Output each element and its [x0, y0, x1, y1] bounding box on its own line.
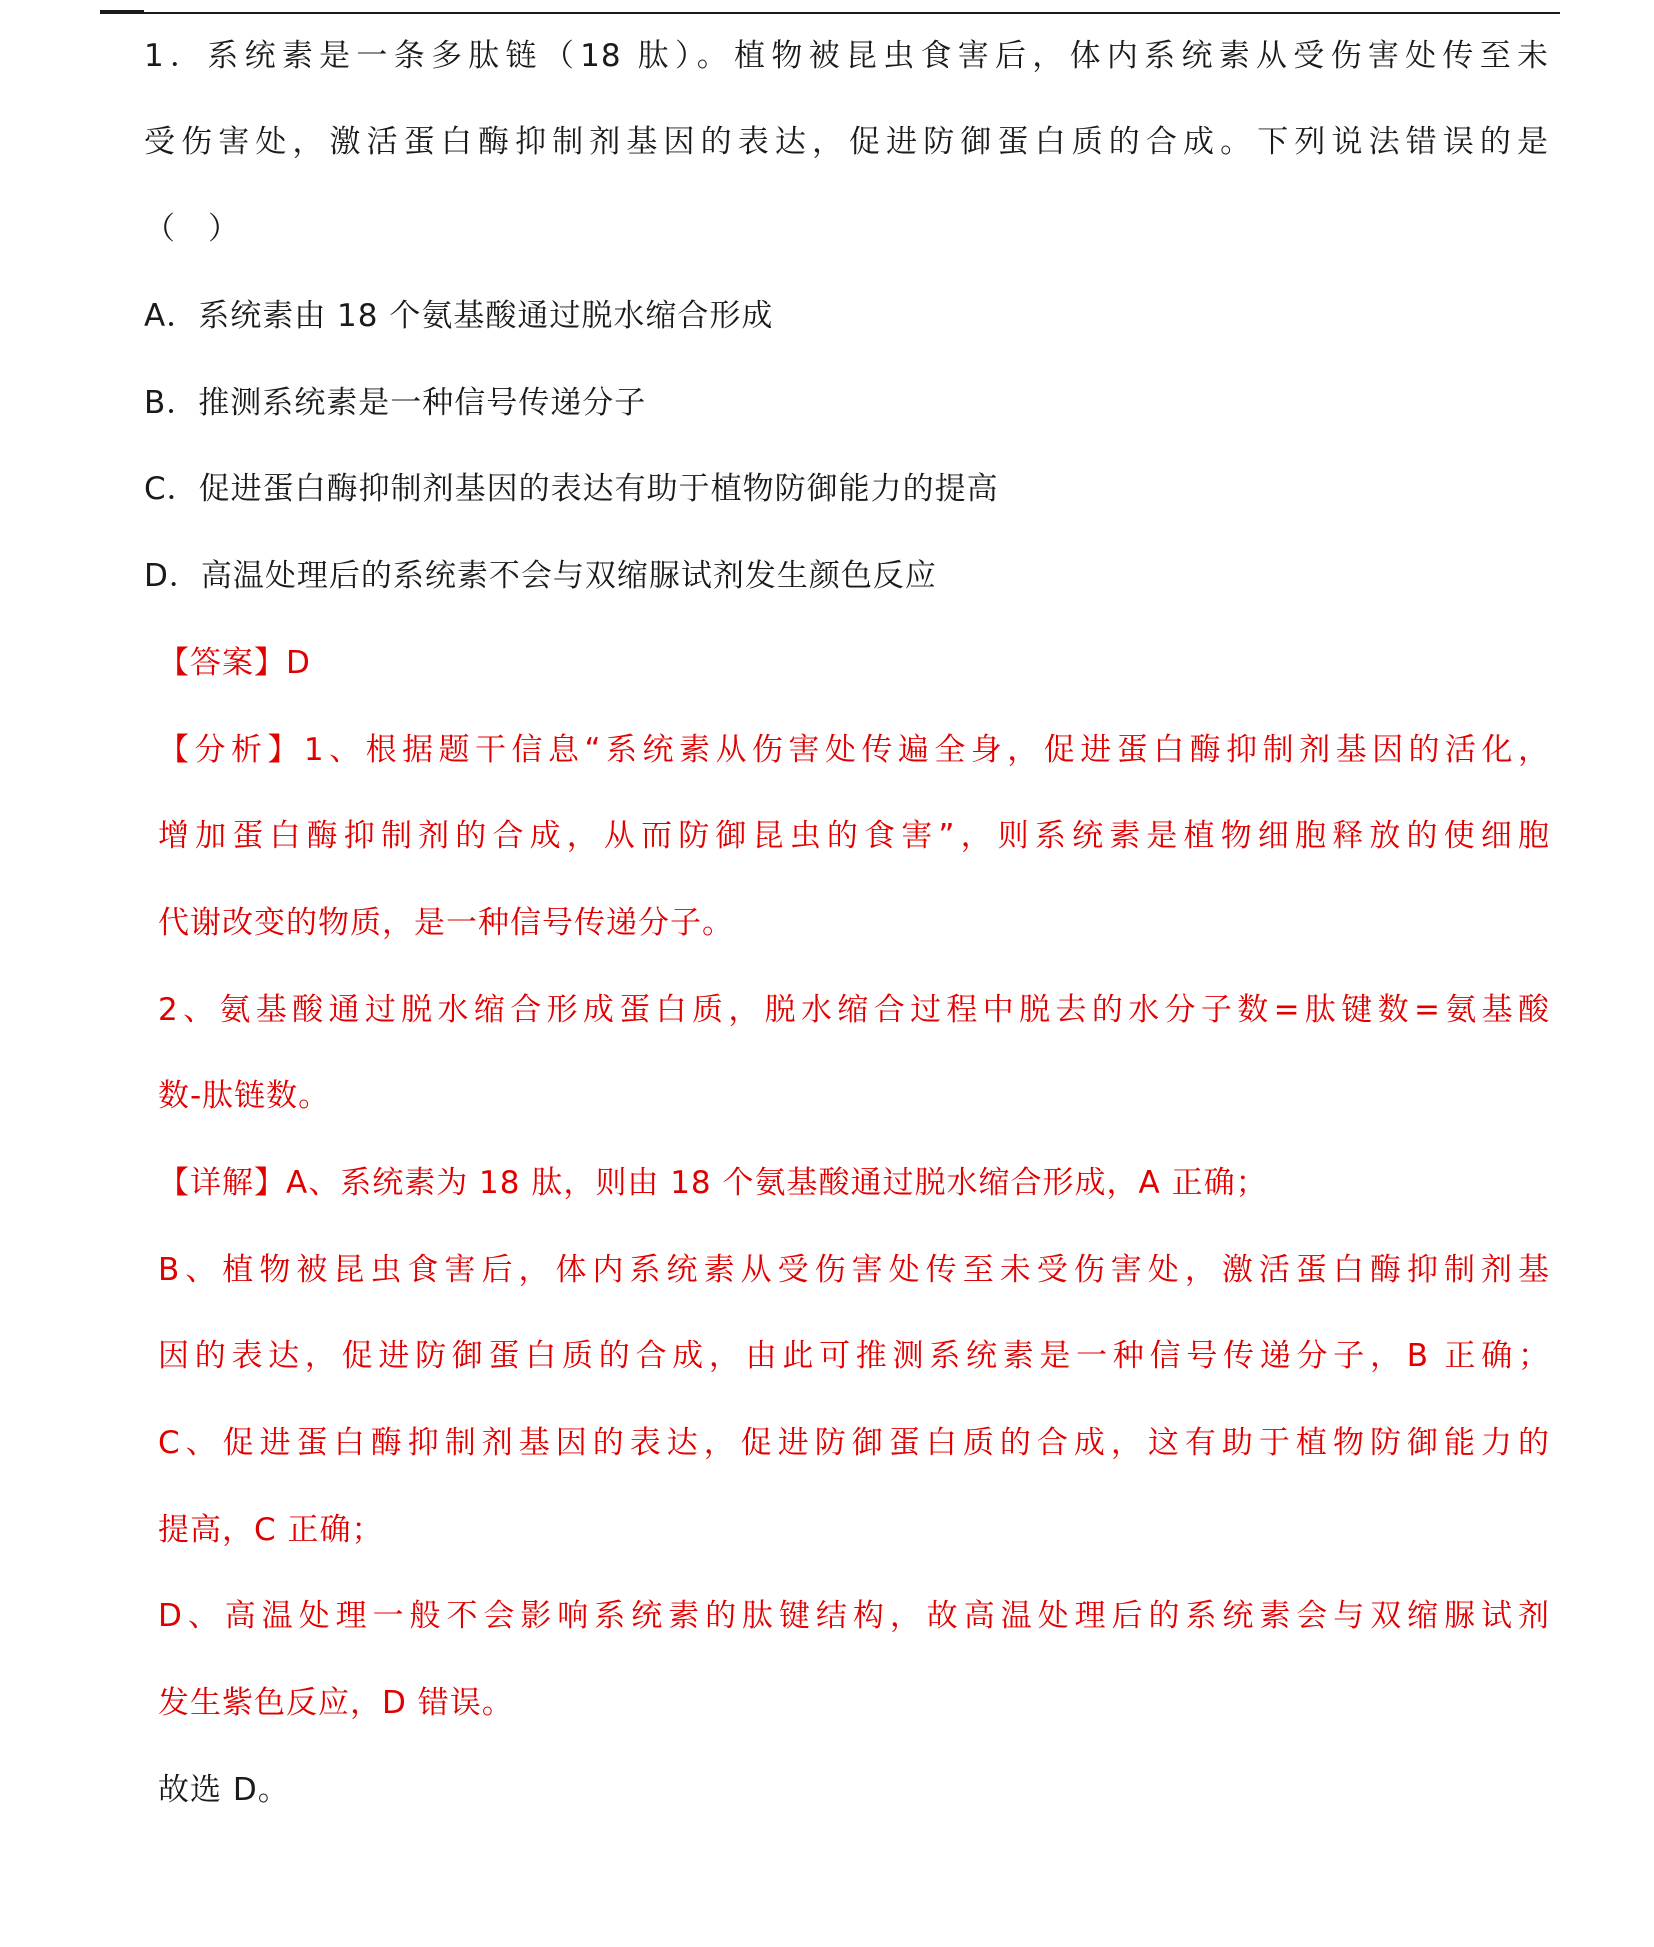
detail-line-1: 【详解】A、系统素为 18 肽，则由 18 个氨基酸通过脱水缩合形成，A 正确； — [158, 1165, 1268, 1201]
answer-line: 【答案】D — [158, 645, 311, 681]
option-a: A．系统素由 18 个氨基酸通过脱水缩合形成 — [144, 298, 774, 334]
analysis-line-5: 数-肽链数。 — [158, 1078, 331, 1114]
option-d: D．高温处理后的系统素不会与双缩脲试剂发生颜色反应 — [144, 558, 937, 594]
option-c: C．促进蛋白酶抑制剂基因的表达有助于植物防御能力的提高 — [144, 471, 999, 507]
analysis-line-3: 代谢改变的物质，是一种信号传递分子。 — [158, 905, 734, 941]
detail-line-6: D、高温处理一般不会影响系统素的肽键结构，故高温处理后的系统素会与双缩脲试剂 — [158, 1598, 1550, 1634]
detail-line-3: 因的表达，促进防御蛋白质的合成，由此可推测系统素是一种信号传递分子，B 正确； — [158, 1338, 1550, 1374]
analysis-line-1: 【分析】1、根据题干信息“系统素从伤害处传遍全身，促进蛋白酶抑制剂基因的活化， — [158, 732, 1550, 768]
detail-line-4: C、促进蛋白酶抑制剂基因的表达，促进防御蛋白质的合成，这有助于植物防御能力的 — [158, 1425, 1550, 1461]
option-b: B．推测系统素是一种信号传递分子 — [144, 385, 647, 421]
detail-line-7: 发生紫色反应，D 错误。 — [158, 1685, 514, 1721]
analysis-line-2: 增加蛋白酶抑制剂的合成，从而防御昆虫的食害”，则系统素是植物细胞释放的使细胞 — [158, 818, 1550, 854]
detail-line-5: 提高，C 正确； — [158, 1512, 384, 1548]
detail-line-2: B、植物被昆虫食害后，体内系统素从受伤害处传至未受伤害处，激活蛋白酶抑制剂基 — [158, 1252, 1550, 1288]
question-stem-line-3: （ ） — [144, 211, 240, 247]
question-stem-line-2: 受伤害处，激活蛋白酶抑制剂基因的表达，促进防御蛋白质的合成。下列说法错误的是 — [144, 124, 1549, 160]
question-stem-line-1: 1．系统素是一条多肽链（18 肽）。植物被昆虫食害后，体内系统素从受伤害处传至未 — [144, 38, 1549, 74]
conclusion-line: 故选 D。 — [158, 1772, 290, 1808]
analysis-line-4: 2、氨基酸通过脱水缩合形成蛋白质，脱水缩合过程中脱去的水分子数=肽键数=氨基酸 — [158, 992, 1550, 1028]
